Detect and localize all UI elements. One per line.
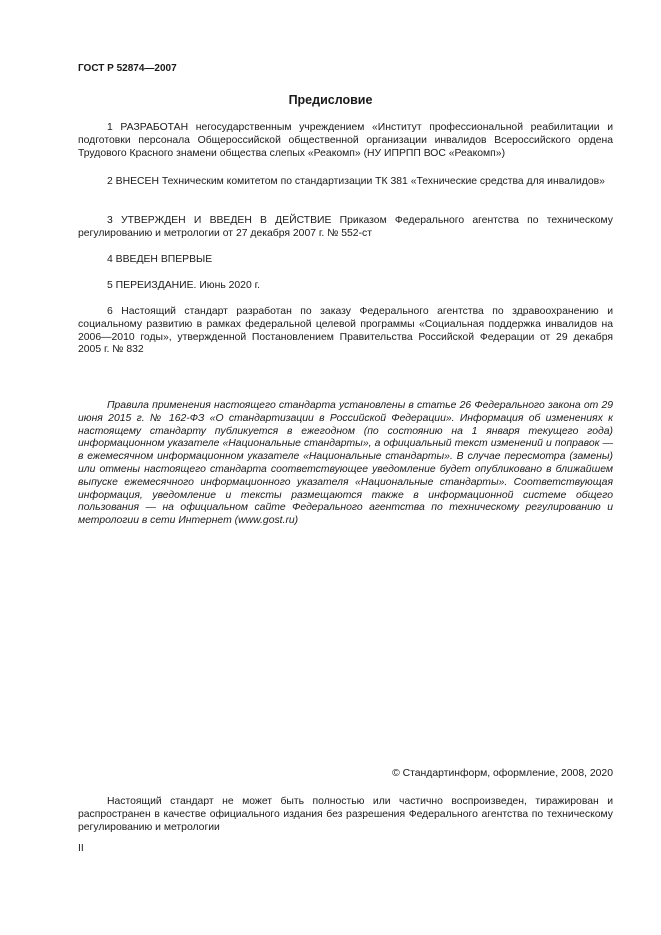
reproduction-notice: Настоящий стандарт не может быть полностью или частично воспроизведен, тиражирован и распространен в качестве официального издания без разрешения Федерального агентства по техническому регулированию и метрологии <box>78 796 613 833</box>
foreword-item-1: 1 РАЗРАБОТАН негосударственным учреждением «Институт профессиональной реабилитации и подготовки персонала Общероссийской общественной организации инвалидов Всероссийского ордена Трудового Красного знамени общества слепых «Реакомп» (НУ ИПРПП ВОС «Реакомп») <box>78 122 613 159</box>
application-rules-notice: Правила применения настоящего стандарта установлены в статье 26 Федерального закона от 29 июня 2015 г. № 162-ФЗ «О стандартизации в Российской Федерации». Информация об изменениях к настоящему стандарту публикуется в ежегодном (по состоянию на 1 января текущего года) информационном указателе «Национальные стандарты», а официальный текст изменений и поправок — в ежемесячном информационном указателе «Национальные стандарты». В случае пересмотра (замены) или отмены настоящего стандарта соответствующее уведомление будет опубликовано в ближайшем выпуске ежемесячного информационного указателя «Национальные стандарты». Соответствующая информация, уведомление и тексты размещаются также в информационной системе общего пользования — на официальном сайте Федерального агентства по техническому регулированию и метрологии в сети Интернет (www.gost.ru) <box>78 400 613 527</box>
foreword-item-5: 5 ПЕРЕИЗДАНИЕ. Июнь 2020 г. <box>107 280 261 291</box>
foreword-item-3: 3 УТВЕРЖДЕН И ВВЕДЕН В ДЕЙСТВИЕ Приказом Федерального агентства по техническому регулированию и метрологии от 27 декабря 2007 г. № 552-ст <box>78 215 613 239</box>
copyright-line: © Стандартинформ, оформление, 2008, 2020 <box>392 768 613 779</box>
document-code-header: ГОСТ Р 52874—2007 <box>78 63 177 74</box>
page-number: II <box>78 843 84 854</box>
foreword-item-4: 4 ВВЕДЕН ВПЕРВЫЕ <box>107 254 213 265</box>
foreword-item-6: 6 Настоящий стандарт разработан по заказу Федерального агентства по здравоохранению и социальному развитию в рамках федеральной целевой программы «Социальная поддержка инвалидов на 2006—2010 годы», утвержденной Постановлением Правительства Российской Федерации от 29 декабря 2005 г. № 832 <box>78 306 613 356</box>
foreword-item-2: 2 ВНЕСЕН Техническим комитетом по стандартизации ТК 381 «Технические средства для инвалидов» <box>107 176 605 187</box>
page-title: Предисловие <box>288 93 373 107</box>
